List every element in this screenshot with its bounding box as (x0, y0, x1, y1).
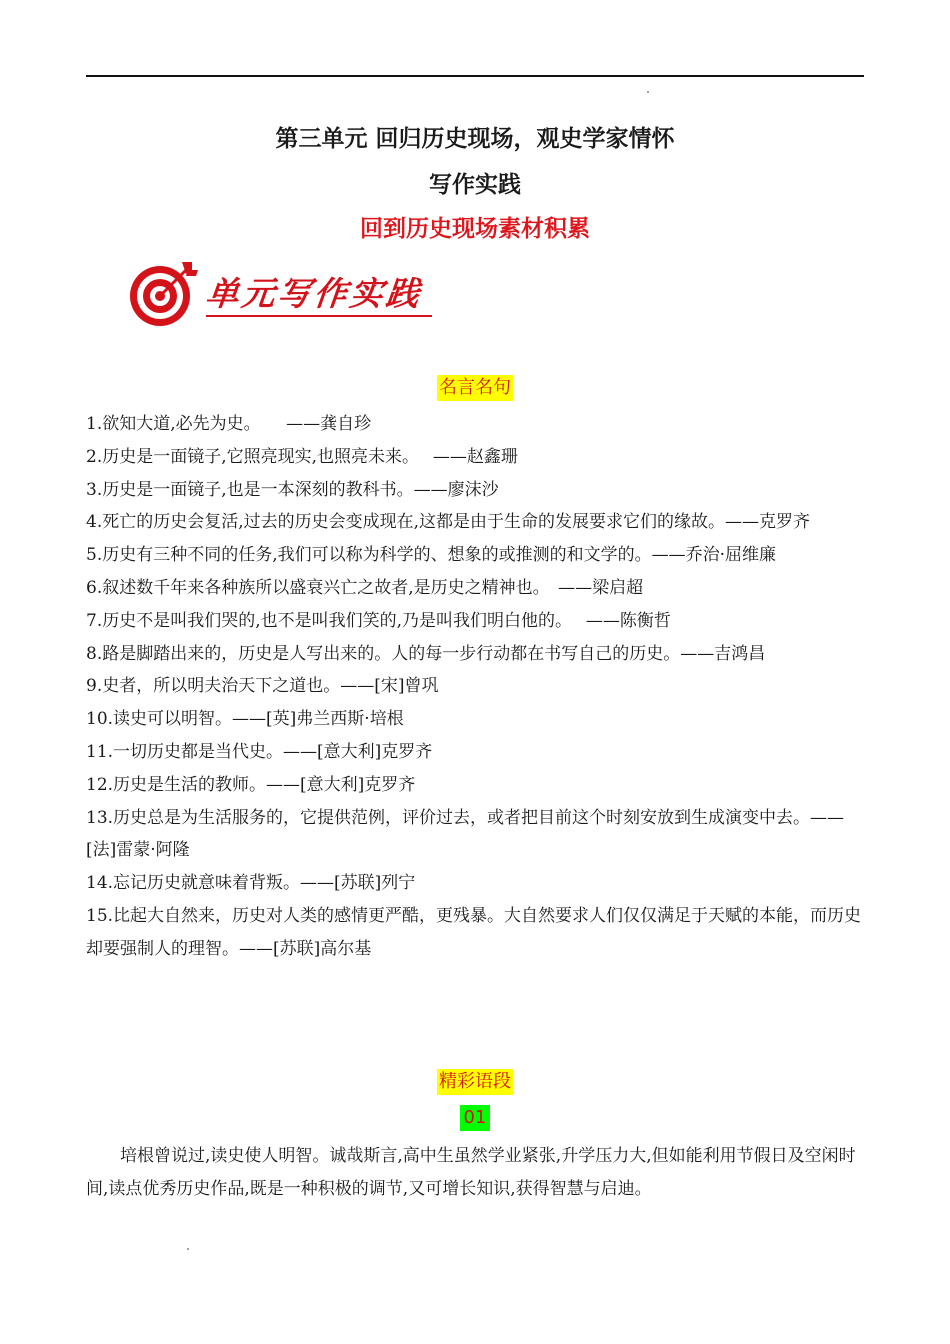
passage-heading (0, 1069, 950, 1095)
quote-item: 13.历史总是为生活服务的，它提供范例，评价过去，或者把目前这个时刻安放到生成演变中去。——[法]雷蒙·阿隆 (86, 807, 845, 861)
header-rule (86, 75, 864, 77)
quote-item: 5.历史有三种不同的任务,我们可以称为科学的、想象的或推测的和文学的。——乔治·屈维廉 (86, 545, 777, 566)
document-red-title: 回到历史现场素材积累 (360, 216, 590, 242)
passage-number-label: 01 (460, 1105, 491, 1131)
quotes-heading-label: 名言名句 (437, 375, 513, 401)
quote-item: 15.比起大自然来，历史对人类的感情更严酷，更残暴。大自然要求人们仅仅满足于天赋的本能，而历史却要强制人的理智。——[苏联]高尔基 (86, 905, 862, 959)
quote-item: 6.叙述数千年来各种族所以盛衰兴亡之故者,是历史之精神也。 ——梁启超 (86, 577, 644, 598)
unit-banner (126, 258, 436, 330)
stray-dot (647, 91, 649, 93)
quote-item: 14.忘记历史就意味着背叛。——[苏联]列宁 (86, 873, 416, 894)
quote-item: 1.欲知大道,必先为史。 ——龚自珍 (86, 414, 372, 434)
quote-item: 8.路是脚踏出来的，历史是人写出来的。人的每一步行动都在书写自己的历史。——吉鸿昌 (86, 643, 766, 664)
passage-paragraph: 培根曾说过,读史使人明智。诚哉斯言,高中生虽然学业紧张,升学压力大,但如能利用节假日及空闲时间,读点优秀历史作品,既是一种积极的调节,又可增长知识,获得智慧与启迪。 (86, 1146, 856, 1199)
target-arrow-icon (126, 258, 202, 330)
quote-item: 2.历史是一面镜子,它照亮现实,也照亮未来。 ——赵鑫珊 (86, 446, 518, 467)
passage-number (0, 1105, 950, 1131)
stray-dot (187, 1248, 189, 1250)
quotes-heading (0, 375, 950, 401)
quote-item: 9.史者，所以明夫治天下之道也。——[宋]曾巩 (86, 676, 439, 697)
quote-list (86, 408, 866, 966)
quote-item: 10.读史可以明智。——[英]弗兰西斯·培根 (86, 709, 404, 730)
banner-underline (206, 315, 432, 317)
passage-heading-label: 精彩语段 (437, 1069, 513, 1095)
quote-item: 3.历史是一面镜子,也是一本深刻的教科书。——廖沫沙 (86, 479, 499, 500)
quote-item: 7.历史不是叫我们哭的,也不是叫我们笑的,乃是叫我们明白他的。 ——陈衡哲 (86, 610, 671, 631)
document-subtitle: 写作实践 (429, 172, 521, 198)
quote-item: 4.死亡的历史会复活,过去的历史会变成现在,这都是由于生命的发展要求它们的缘故。——克罗齐 (86, 512, 811, 533)
banner-label: 单元写作实践 (203, 274, 424, 313)
document-title: 第三单元 回归历史现场，观史学家情怀 (275, 126, 675, 152)
quote-item: 11.一切历史都是当代史。——[意大利]克罗齐 (86, 741, 433, 762)
quote-item: 12.历史是生活的教师。——[意大利]克罗齐 (86, 774, 416, 795)
